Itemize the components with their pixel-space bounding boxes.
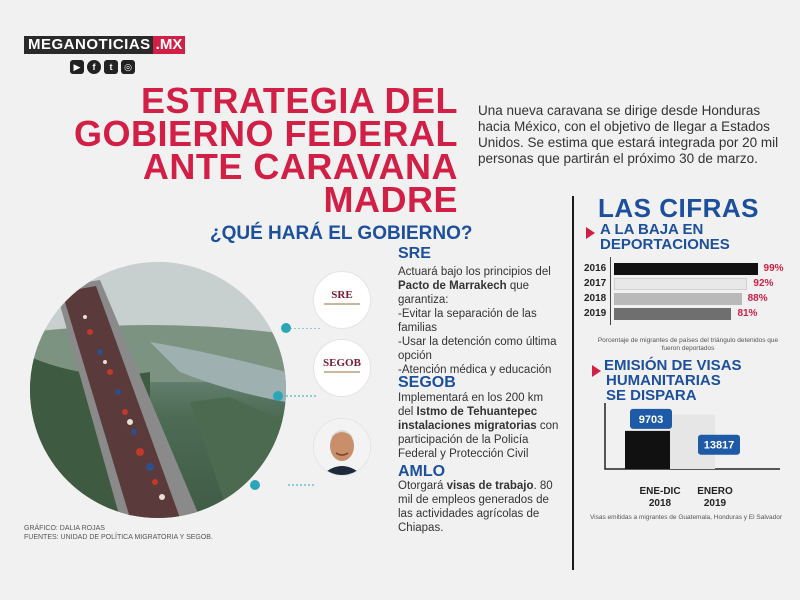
twitter-icon[interactable]: t bbox=[104, 60, 118, 74]
segob-bold: Istmo de Tehuantepec instalaciones migratorias bbox=[398, 406, 538, 432]
amlo-title: AMLO bbox=[398, 463, 446, 480]
brand-name: MEGANOTICIAS bbox=[24, 36, 153, 54]
credit-sources: FUENTES: UNIDAD DE POLÍTICA MIGRATORIA Y SEGOB. bbox=[24, 534, 213, 541]
intro-text: Una nueva caravana se dirige desde Honduras hacia México, con el objetivo de llegar a Estados Unidos. Se estima que estará integrada por 20 mil personas que partirán el próximo 30 de marzo. bbox=[478, 103, 779, 166]
triangle-icon bbox=[592, 365, 601, 377]
sre-text bbox=[398, 265, 560, 377]
segob-seal bbox=[313, 339, 371, 397]
sre-seal bbox=[313, 271, 371, 329]
sre-title: SRE bbox=[398, 245, 431, 262]
segob-text-2: con participación de la Policía Federal y Protección Civil bbox=[398, 420, 559, 460]
deport-bar-year: 2019 bbox=[584, 308, 607, 319]
deport-bar-year: 2017 bbox=[584, 278, 607, 289]
timeline-dot bbox=[273, 391, 283, 401]
segob-title: SEGOB bbox=[398, 374, 456, 391]
visas-value-label: 9703 bbox=[638, 413, 664, 426]
deport-bar bbox=[614, 308, 731, 320]
seal-rule bbox=[324, 371, 360, 373]
deport-bar-label: 99% bbox=[763, 263, 784, 274]
visas-x-label-line: ENE-DIC bbox=[639, 486, 681, 497]
sre-seal-label: SRE bbox=[331, 289, 353, 301]
visas-heading-line-3: SE DISPARA bbox=[606, 387, 697, 404]
divider bbox=[572, 196, 574, 570]
deport-bar-label: 81% bbox=[737, 308, 758, 319]
cifras-title: LAS CIFRAS bbox=[598, 193, 759, 223]
visas-x-label-line: 2018 bbox=[648, 498, 672, 509]
deport-bar-year: 2016 bbox=[584, 263, 607, 274]
section-heading: ¿QUÉ HARÁ EL GOBIERNO? bbox=[210, 223, 473, 244]
brand-tld: .MX bbox=[153, 36, 186, 54]
caravan-photo bbox=[30, 262, 286, 518]
sre-intro: Actuará bajo los principios del bbox=[398, 266, 551, 278]
timeline-dot bbox=[250, 480, 260, 490]
facebook-icon[interactable]: f bbox=[87, 60, 101, 74]
deport-heading bbox=[600, 222, 730, 252]
amlo-bold: visas de trabajo bbox=[446, 480, 534, 492]
title-line-1: ESTRATEGIA DEL bbox=[140, 80, 458, 121]
visas-x-label-line: ENERO bbox=[697, 486, 733, 497]
deport-bar-row bbox=[584, 262, 794, 276]
sre-rest: que garantiza: bbox=[398, 280, 530, 306]
seal-rule bbox=[324, 303, 360, 305]
deport-heading-line-2: DEPORTACIONES bbox=[600, 236, 730, 253]
deport-bar bbox=[614, 263, 758, 275]
amlo-text-2: . 80 mil de empleos generados de las actividades agrícolas de Chiapas. bbox=[398, 480, 553, 534]
deport-bar-row bbox=[584, 292, 794, 306]
amlo-portrait bbox=[313, 418, 371, 476]
segob-text bbox=[398, 391, 560, 461]
credit-graphic: GRÁFICO: DALIA ROJAS bbox=[24, 525, 105, 532]
visas-chart bbox=[600, 403, 790, 473]
caravan-photo-drawing bbox=[30, 262, 286, 518]
visas-x-label-2 bbox=[680, 486, 750, 510]
visas-x-label-line: 2019 bbox=[703, 498, 727, 509]
sre-item: -Usar la detención como última opción bbox=[398, 336, 557, 362]
page-title bbox=[0, 80, 458, 220]
amlo-text-1: Otorgará bbox=[398, 480, 447, 492]
visas-note: Visas emitidas a migrantes de Guatemala, Honduras y El Salvador bbox=[589, 514, 783, 521]
visas-bar bbox=[625, 431, 670, 469]
deport-note: Porcentaje de migrantes de países del triángulo detenidos que fueron deportados bbox=[597, 337, 779, 352]
amlo-text bbox=[398, 479, 558, 535]
triangle-icon bbox=[586, 227, 595, 239]
title-line-3: ANTE CARAVANA MADRE bbox=[142, 146, 458, 220]
visas-value-label: 13817 bbox=[703, 439, 735, 452]
deport-heading-line-1: A LA BAJA EN bbox=[600, 221, 704, 238]
amlo-portrait-drawing bbox=[314, 419, 370, 475]
segob-text-1: Implementará en los 200 km del bbox=[398, 392, 544, 418]
sre-item: -Evitar la separación de las familias bbox=[398, 308, 537, 334]
segob-seal-label: SEGOB bbox=[323, 357, 361, 369]
brand-logo[interactable] bbox=[24, 36, 185, 54]
deport-bar-year: 2018 bbox=[584, 293, 607, 304]
deport-bar bbox=[614, 293, 742, 305]
deport-bar bbox=[614, 278, 747, 290]
youtube-icon[interactable]: ▶ bbox=[70, 60, 84, 74]
sre-item: -Atención médica y educación bbox=[398, 364, 552, 376]
deport-bar-label: 92% bbox=[753, 278, 774, 289]
credits bbox=[24, 524, 213, 542]
deport-bar-row bbox=[584, 277, 794, 291]
deport-bar-row bbox=[584, 307, 794, 321]
visas-heading-line-2: HUMANITARIAS bbox=[606, 372, 721, 389]
deport-bar-label: 88% bbox=[747, 293, 768, 304]
visas-heading bbox=[604, 358, 742, 403]
sre-bold: Pacto de Marrakech bbox=[398, 280, 507, 292]
instagram-icon[interactable]: ◎ bbox=[121, 60, 135, 74]
title-line-2: GOBIERNO FEDERAL bbox=[73, 113, 458, 154]
social-icons bbox=[70, 60, 135, 74]
visas-heading-line-1: EMISIÓN DE VISAS bbox=[604, 357, 742, 374]
timeline-dot bbox=[281, 323, 291, 333]
